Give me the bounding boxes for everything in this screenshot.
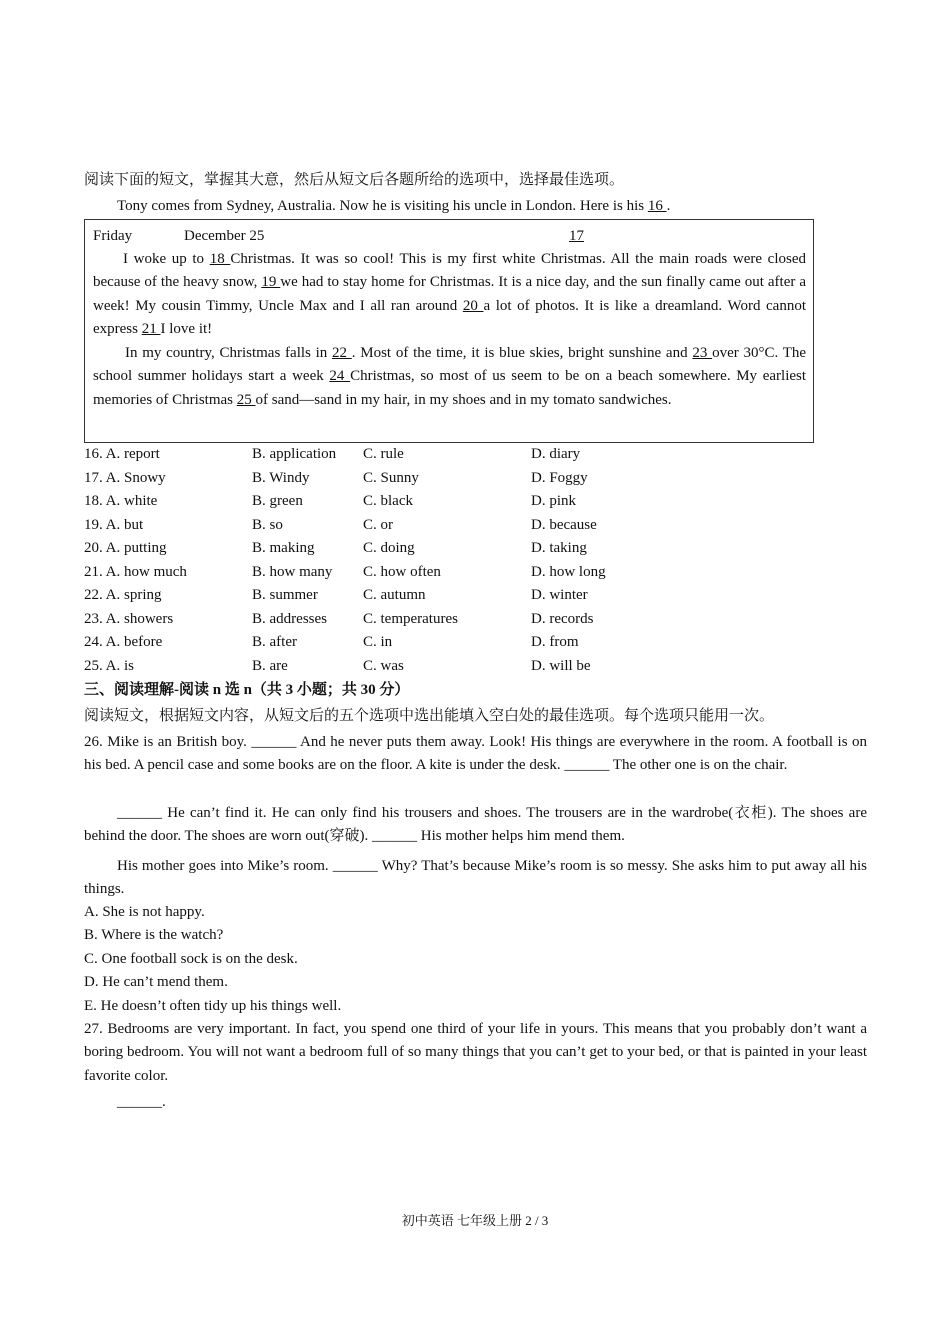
diary-text: of sand—sand in my hair, in my shoes and in my tomato sandwiches. (255, 391, 672, 408)
option-b: B. how many (252, 564, 333, 580)
option-d: D. winter (531, 587, 588, 603)
option-d: D. diary (531, 446, 581, 462)
diary-text: . Most of the time, it is blue skies, bright sunshine and (351, 345, 693, 361)
choice-c: C. One football sock is on the desk. (84, 951, 298, 967)
diary-text: Christmas, so most of us seem to be on a beach somewhere. My earliest memories of Christmas (93, 368, 807, 408)
q26-paragraph-1: 26. Mike is an British boy. ______ And he never puts them away. Look! His things are everywhere in the room. A football is on his bed. A pencil case and some books are on the floor. A kite is under the desk. ______ The other one is on the chair. (84, 734, 867, 774)
passage-intro (117, 196, 670, 216)
option-a: 23. A. showers (84, 611, 174, 627)
option-b: B. green (252, 493, 303, 509)
option-c: C. temperatures (363, 611, 458, 627)
diary-paragraph-1 (93, 248, 806, 342)
option-c: C. Sunny (363, 470, 419, 486)
diary-text: over 30°C. The school summer holidays start a week (93, 345, 807, 385)
q27-blank: ______. (117, 1094, 166, 1110)
option-c: C. doing (363, 540, 415, 556)
option-a: 22. A. spring (84, 587, 162, 603)
option-c: C. black (363, 493, 413, 509)
option-d: D. records (531, 611, 594, 627)
blank-19: 19 (261, 274, 281, 291)
choice-a: A. She is not happy. (84, 904, 205, 920)
option-d: D. will be (531, 658, 591, 674)
q26-paragraph-3: His mother goes into Mike’s room. ______ Why? That’s because Mike’s room is so messy. She asks him to put away all his things. (84, 858, 867, 898)
blank-16: 16 (647, 198, 667, 214)
diary-text: we had to stay home for Christmas. It is a nice day, and the sun finally came out after a week! My cousin Timmy, Uncle Max and I all ran around (93, 274, 806, 314)
diary-text: In my country, Christmas falls in (125, 345, 333, 361)
blank-25: 25 (236, 391, 256, 408)
option-a: 18. A. white (84, 493, 158, 509)
diary-paragraph-2 (93, 342, 806, 412)
option-a: 21. A. how much (84, 564, 187, 580)
option-c: C. rule (363, 446, 404, 462)
blank-22: 22 (332, 345, 352, 361)
option-b: B. application (252, 446, 337, 462)
intro-end: . (666, 198, 671, 214)
diary-date: December 25 (184, 228, 265, 244)
option-a: 25. A. is (84, 658, 135, 674)
option-d: D. taking (531, 540, 587, 556)
option-a: 20. A. putting (84, 540, 167, 556)
section-instruction: 阅读短文，根据短文内容，从短文后的五个选项中选出能填入空白处的最佳选项。每个选项只能用一次。 (84, 708, 775, 724)
blank-21: 21 (141, 321, 161, 338)
option-d: D. from (531, 634, 579, 650)
option-b: B. Windy (252, 470, 310, 486)
option-b: B. summer (252, 587, 318, 603)
diary-text: I woke up to (123, 251, 210, 267)
option-b: B. after (252, 634, 297, 650)
option-c: C. autumn (363, 587, 426, 603)
option-d: D. how long (531, 564, 606, 580)
choice-e: E. He doesn’t often tidy up his things well. (84, 998, 342, 1014)
option-d: D. because (531, 517, 597, 533)
q27-paragraph-1: 27. Bedrooms are very important. In fact, you spend one third of your life in yours. This means that you probably don’t want a boring bedroom. You will not want a bedroom full of so many things that you can’t get to your bed, or that is painted in your least favorite color. (84, 1021, 867, 1084)
option-c: C. or (363, 517, 393, 533)
option-a: 16. A. report (84, 446, 160, 462)
intro-text: Tony comes from Sydney, Australia. Now he is visiting his uncle in London. Here is his (117, 198, 645, 214)
choice-d: D. He can’t mend them. (84, 974, 228, 990)
diary-text: Christmas. It was so cool! This is my first white Christmas. All the main roads were closed because of the heavy snow, (93, 251, 806, 291)
option-b: B. so (252, 517, 283, 533)
diary-text: I love it! (160, 321, 213, 338)
q26-paragraph-2: ______ He can’t find it. He can only find his trousers and shoes. The trousers are in the wardrobe(衣柜). The shoes are behind the door. The shoes are worn out(穿破). ______ His mother helps him mend them. (84, 805, 867, 845)
blank-18: 18 (209, 251, 231, 267)
option-b: B. addresses (252, 611, 327, 627)
option-b: B. are (252, 658, 288, 674)
option-d: D. Foggy (531, 470, 588, 486)
option-a: 17. A. Snowy (84, 470, 166, 486)
page-footer: 初中英语 七年级上册 2 / 3 (401, 1213, 549, 1228)
blank-17: 17 (569, 228, 584, 244)
option-c: C. how often (363, 564, 441, 580)
option-a: 24. A. before (84, 634, 163, 650)
option-d: D. pink (531, 493, 576, 509)
choice-b: B. Where is the watch? (84, 927, 224, 943)
diary-text: a lot of photos. It is like a dreamland. Word cannot express (93, 297, 806, 338)
diary-day: Friday (93, 228, 133, 244)
option-b: B. making (252, 540, 315, 556)
option-c: C. was (363, 658, 404, 674)
blank-24: 24 (329, 368, 351, 385)
blank-20: 20 (462, 297, 484, 314)
option-a: 19. A. but (84, 517, 144, 533)
blank-23: 23 (692, 345, 713, 361)
option-c: C. in (363, 634, 393, 650)
section-instruction: 阅读下面的短文，掌握其大意，然后从短文后各题所给的选项中，选择最佳选项。 (84, 172, 625, 188)
section-heading: 三、阅读理解-阅读 n 选 n（共 3 小题；共 30 分） (84, 682, 410, 698)
